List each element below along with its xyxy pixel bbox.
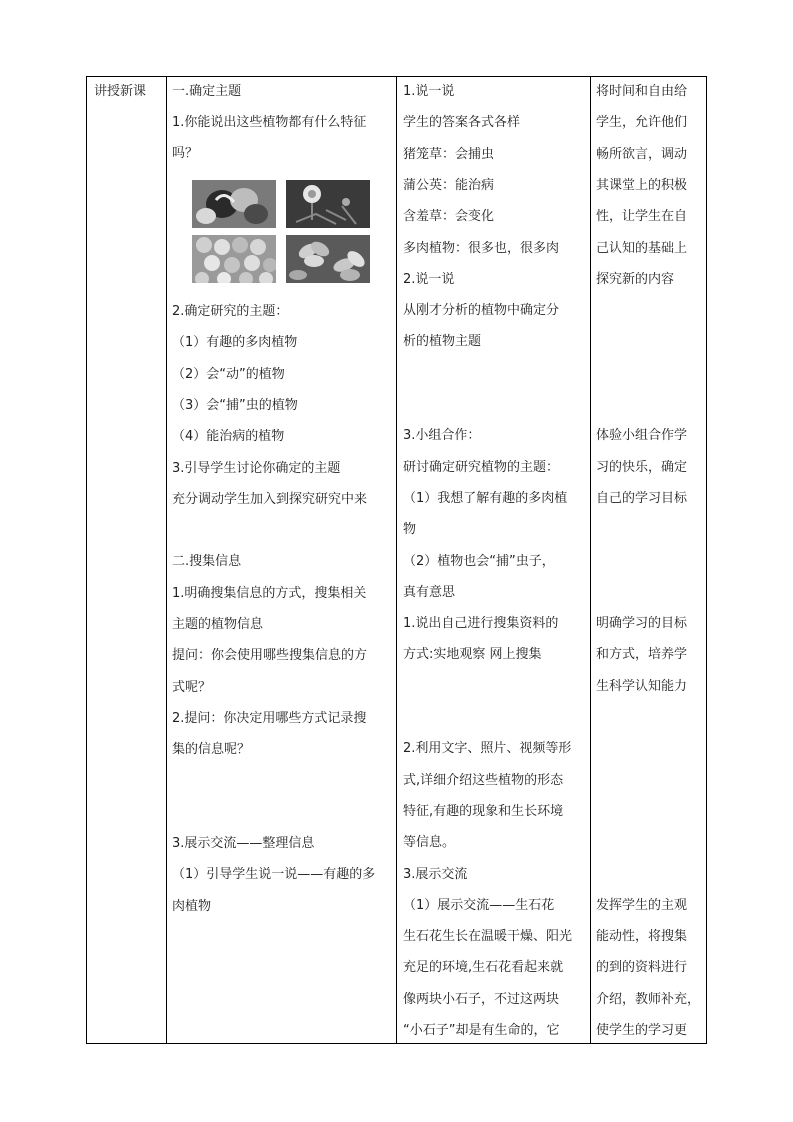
teacher-activity-line: 提问：你会使用哪些搜集信息的方 <box>172 648 368 664</box>
design-intent-line: 将时间和自由给 <box>596 84 688 99</box>
student-activity-line: 含羞草：会变化 <box>403 209 495 225</box>
teacher-activity-line: 2.确定研究的主题： <box>172 304 289 319</box>
student-activity-line: （2）植物也会“捕”虫子， <box>403 553 555 569</box>
teacher-activity-line: 3.引导学生讨论你确定的主题 <box>172 460 341 476</box>
teacher-activity-line: 1.明确搜集信息的方式，搜集相关 <box>172 585 367 601</box>
design-intent-line: 其课堂上的积极 <box>596 177 688 193</box>
teacher-activity-line: 肉植物 <box>172 898 212 914</box>
student-activity-line: 3.小组合作： <box>403 428 481 444</box>
student-activity-line: 3.展示交流 <box>403 866 468 882</box>
design-intent-line: 学生，允许他们 <box>596 115 688 131</box>
student-activity-line: 方式:实地观察 网上搜集 <box>403 647 542 663</box>
teacher-activity-line: 2.提问：你决定用哪些方式记录搜 <box>172 710 367 726</box>
student-activity-line: 多肉植物：很多也，很多肉 <box>403 240 560 256</box>
design-intent-line: 己认知的基础上 <box>596 240 688 256</box>
student-activity-line: 蒲公英：能治病 <box>403 177 495 193</box>
student-activity-line: 特征,有趣的现象和生长环境 <box>403 803 564 819</box>
design-intent-line: 介绍，教师补充， <box>596 991 701 1007</box>
column-divider <box>166 77 167 1043</box>
teacher-activity-line: 一.确定主题 <box>172 84 242 99</box>
teacher-activity-line: 主题的植物信息 <box>172 617 264 632</box>
design-intent-line: 畅所欲言，调动 <box>596 146 688 162</box>
teacher-activity-line: 二.搜集信息 <box>172 554 242 570</box>
clover-photo <box>286 235 370 283</box>
student-activity-line: 像两块小石子，不过这两块 <box>403 991 560 1007</box>
column-divider <box>396 77 397 1043</box>
teacher-activity-line: （1）引导学生说一说——有趣的多 <box>172 867 376 883</box>
design-intent-line: 能动性，将搜集 <box>596 929 688 945</box>
succulent-photo <box>192 235 276 283</box>
design-intent-line: 性，让学生在自 <box>596 209 688 225</box>
design-intent-line: 使学生的学习更 <box>596 1023 688 1038</box>
teacher-activity-line: 充分调动学生加入到探究研究中来 <box>172 491 368 507</box>
dandelion-photo <box>286 180 370 228</box>
student-activity-line: 研讨确定研究植物的主题： <box>403 459 560 475</box>
design-intent-line: 发挥学生的主观 <box>596 897 688 913</box>
student-activity-line: 式,详细介绍这些植物的形态 <box>403 772 564 788</box>
student-activity-line: 2.利用文字、照片、视频等形 <box>403 741 572 757</box>
design-intent-line: 探究新的内容 <box>596 271 675 287</box>
teacher-activity-line: （3）会“捕”虫的植物 <box>172 397 298 413</box>
teacher-activity-line: 1.你能说出这些植物都有什么特征 <box>172 115 367 131</box>
student-activity-line: 1.说一说 <box>403 84 455 99</box>
design-intent-line: 生科学认知能力 <box>596 678 688 694</box>
student-activity-line: 2.说一说 <box>403 271 455 287</box>
student-activity-line: （1）展示交流——生石花 <box>403 897 555 913</box>
design-intent-line: 的到的资料进行 <box>596 960 688 976</box>
design-intent-line: 习的快乐，确定 <box>596 459 688 475</box>
teacher-activity-line: （1）有趣的多肉植物 <box>172 335 298 351</box>
student-activity-line: 猪笼草：会捕虫 <box>403 146 495 162</box>
section-label: 讲授新课 <box>94 84 147 99</box>
student-activity-line: 真有意思 <box>403 584 456 600</box>
teacher-activity-line: 3.展示交流——整理信息 <box>172 836 315 852</box>
column-divider <box>590 77 591 1043</box>
student-activity-line: 学生的答案各式各样 <box>403 115 521 131</box>
pitcher-plant-photo <box>192 180 276 228</box>
design-intent-line: 明确学习的目标 <box>596 616 688 632</box>
teacher-activity-line: （2）会“动”的植物 <box>172 366 285 382</box>
design-intent-line: 和方式，培养学 <box>596 647 688 663</box>
design-intent-line: 自己的学习目标 <box>596 490 688 506</box>
student-activity-line: 从刚才分析的植物中确定分 <box>403 303 560 319</box>
teacher-activity-line: 集的信息呢？ <box>172 742 251 758</box>
teacher-activity-line: （4）能治病的植物 <box>172 429 285 445</box>
teacher-activity-line: 吗？ <box>172 146 199 162</box>
student-activity-line: 生石花生长在温暖干燥、阳光 <box>403 929 573 945</box>
student-activity-line: （1）我想了解有趣的多肉植 <box>403 490 568 506</box>
teacher-activity-line: 式呢？ <box>172 679 212 695</box>
student-activity-line: 等信息。 <box>403 835 456 851</box>
student-activity-line: 物 <box>403 522 417 538</box>
design-intent-line: 体验小组合作学 <box>596 428 688 444</box>
student-activity-line: 充足的环境,生石花看起来就 <box>403 960 564 976</box>
student-activity-line: 1.说出自己进行搜集资料的 <box>403 616 559 632</box>
student-activity-line: 析的植物主题 <box>403 334 482 350</box>
plant-photos <box>192 180 370 283</box>
student-activity-line: “小石子”却是有生命的，它 <box>403 1023 560 1038</box>
